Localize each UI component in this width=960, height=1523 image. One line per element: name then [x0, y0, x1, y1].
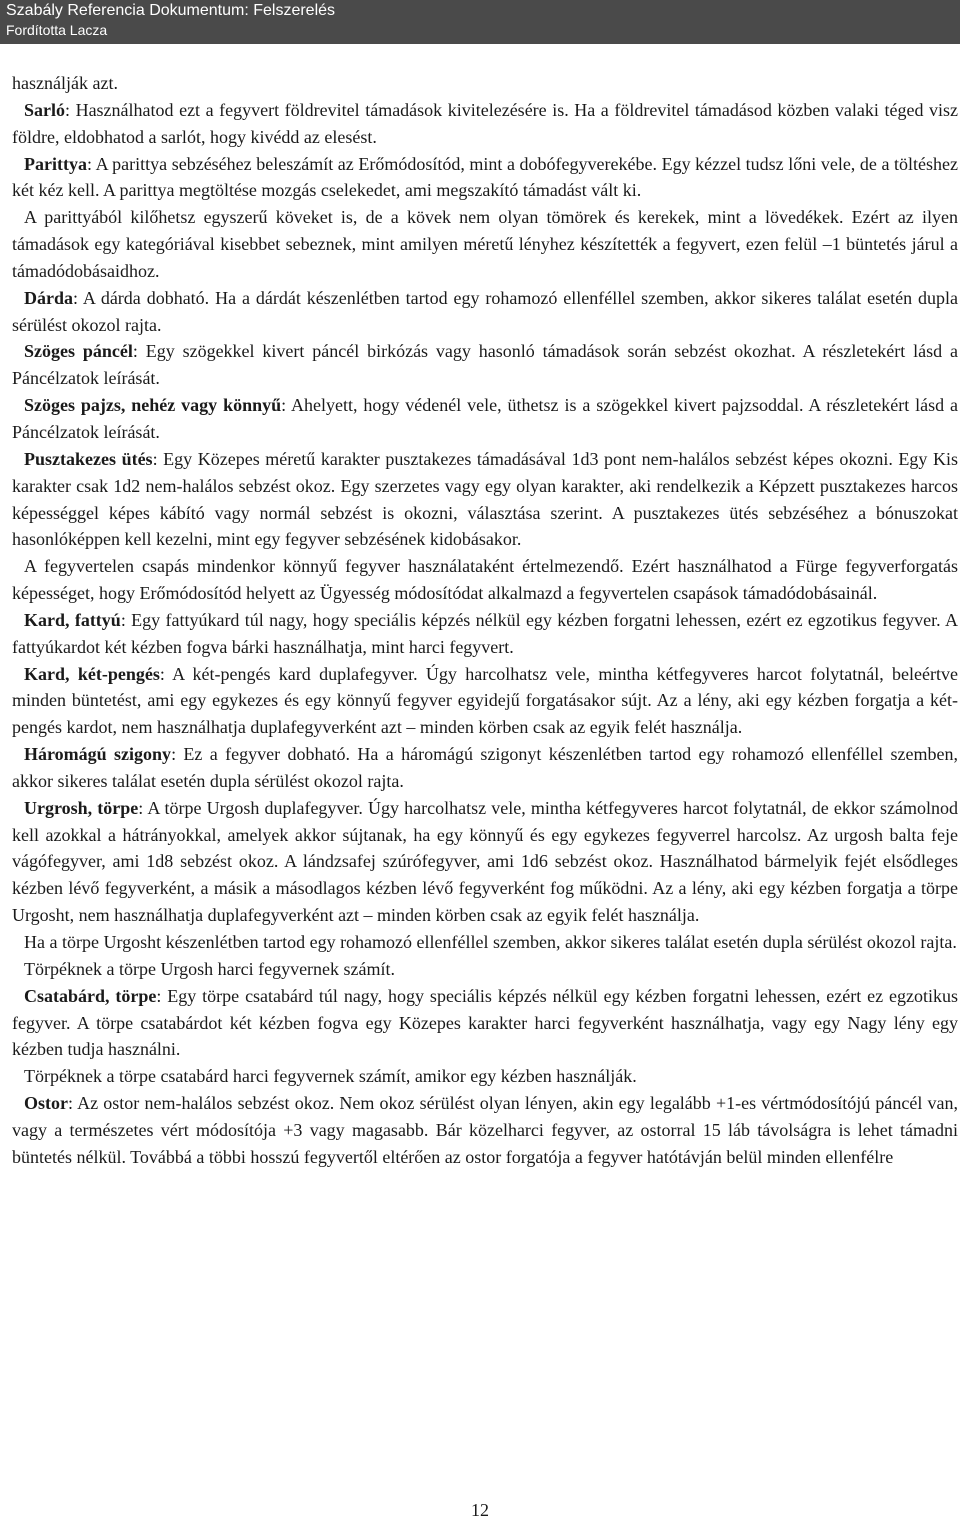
paragraph-text: használják azt. [12, 73, 118, 93]
paragraph [12, 1090, 958, 1171]
paragraph [12, 661, 958, 742]
paragraph-text: : Egy fattyúkard túl nagy, hogy speciális képzés nélkül egy kézben forgatni lehessen, ezért ez egzotikus fegyver. A fattyúkardot két kézben fogva bárki használhatja, mint harci fegyvert. [12, 609, 959, 657]
paragraph [12, 983, 958, 1064]
paragraph [12, 607, 958, 661]
paragraph-lead-term: Háromágú szigony [24, 744, 172, 765]
paragraph-text: : Ez a fegyver dobható. Ha a háromágú szigonyt készenlétben tartod egy rohamozó ellenféllel szemben, akkor sikeres találat esetén dupla sérülést okozol rajta. [12, 744, 958, 791]
paragraph-text: : A két-pengés kard duplafegyver. Úgy harcolhatsz vele, mintha kétfegyveres harcot folytatnál, beleértve minden büntetést, ami egy egykezes és egy könnyű fegyver egyidejű forgatásakor sújt. Az a lény, aki egy kézben forgatja a két-pengés kardot, nem használhatja duplafegyverként azt – minden körben csak az egyik felét használja. [12, 663, 958, 738]
header-title: Szabály Referencia Dokumentum: Felszerelés [6, 2, 336, 19]
paragraph [12, 795, 958, 929]
page-number: 12 [471, 1500, 489, 1520]
document-body [12, 70, 958, 1171]
paragraph-text: : Egy szögekkel kivert páncél birkózás vagy hasonló támadások során sebzést okozhat. A részletekért lásd a Páncélzatok leírását. [12, 341, 958, 389]
paragraph-lead-term: Csatabárd, törpe [24, 985, 157, 1006]
paragraph-lead-term: Szöges pajzs, nehéz vagy könnyű [24, 395, 282, 416]
paragraph-lead-term: Kard, két-pengés [24, 663, 160, 684]
paragraph-text: : A parittya sebzéséhez beleszámít az Erőmódosítód, mint a dobófegyverekébe. Egy kézzel tudsz lőni vele, de a töltéshez két kéz kell. A parittya megtöltése mozgás cselekedet, ami megszakító támadást vált ki. [12, 153, 958, 201]
paragraph-lead-term: Urgrosh, törpe [24, 797, 139, 818]
paragraph-lead-term: Szöges páncél [24, 341, 133, 362]
paragraph [12, 204, 958, 285]
paragraph [12, 741, 958, 795]
paragraph [12, 338, 958, 392]
paragraph [12, 151, 958, 205]
header-subtitle: Fordította Lacza [6, 22, 108, 38]
paragraph-lead-term: Parittya [24, 153, 87, 174]
paragraph-text: Törpéknek a törpe csatabárd harci fegyvernek számít, amikor egy kézben használják. [24, 1066, 637, 1087]
paragraph-text: : Egy törpe csatabárd túl nagy, hogy speciális képzés nélkül egy kézben forgatni lehessen, ezért ez egzotikus fegyver. A törpe csatabárdot két kézben fogva egy Közepes karakter harci fegyverként használhatja, vagy egy Nagy lény egy kézben tudja használni. [12, 985, 958, 1060]
document-header [0, 0, 960, 44]
paragraph [12, 97, 958, 151]
paragraph-text: : Egy Közepes méretű karakter pusztakezes támadásával 1d3 pont nem-halálos sebzést képes okozni. Egy Kis karakter csak 1d2 nem-halálos sebzést okoz. Egy szerzetes vagy egy olyan karakter, aki rendelkezik a Képzett pusztakezes harcos képességgel képes kábító vagy normál sebzést is okozni, választása szerint. A pusztakezes ütés sebzéséhez a bónuszokat hasonlóképpen kell kezelni, mint egy fegyver sebzésének kidobásakor. [12, 448, 958, 550]
paragraph [12, 285, 958, 339]
paragraph-text: : Használhatod ezt a fegyvert földrevitel támadások kivitelezésére is. Ha a földrevitel támadásod közben valaki téged visz földre, eldobhatod a sarlót, hogy kivédd az elesést. [12, 99, 958, 147]
paragraph [12, 553, 958, 607]
paragraph-text: : A törpe Urgosh duplafegyver. Úgy harcolhatsz vele, mintha kétfegyveres harcot folytatnál, de ekkor számolnod kell azokkal a hátrányokkal, amelyek akkor sújtanak, ha egy könnyű és egy egykezes fegyverrel harcolsz. Az urgosh balta feje vágófegyver, ami 1d8 sebzést okoz. A lándzsafej szúrófegyver, ami 1d6 sebzést okoz. Használhatod bármelyik fejét elsődleges kézben lévő fegyverként, a másik a másodlagos kézben lévő fegyverként fog működni. Az a lény, aki egy kézben forgatja a törpe Urgosht, nem használhatja duplafegyverként azt – minden körben csak az egyik felét használja. [12, 797, 958, 926]
paragraph-lead-term: Pusztakezes ütés [24, 448, 153, 469]
paragraph [12, 1063, 958, 1090]
paragraph [12, 70, 958, 97]
paragraph [12, 956, 958, 983]
paragraph-text: A fegyvertelen csapás mindenkor könnyű fegyver használataként értelmezendő. Ezért használhatod a Fürge fegyverforgatás képességet, hogy Erőmódosítód helyett az Ügyesség módosítódat alkalmazd a fegyvertelen csapások támadódobásainál. [12, 556, 958, 604]
paragraph-lead-term: Kard, fattyú [24, 609, 121, 630]
paragraph-lead-term: Dárda [24, 287, 73, 308]
paragraph [12, 392, 958, 446]
paragraph-text: Ha a törpe Urgosht készenlétben tartod egy rohamozó ellenféllel szemben, akkor sikeres találat esetén dupla sérülést okozol rajta. [24, 932, 957, 952]
paragraph-text: A parittyából kilőhetsz egyszerű köveket is, de a kövek nem olyan tömörek és kerekek, mint a lövedékek. Ezért az ilyen támadások egy kategóriával kisebbet sebeznek, mint amilyen méretű lényhez készítették a fegyvert, ezen felül –1 büntetés járul a támadódobásaidhoz. [12, 207, 958, 281]
paragraph-lead-term: Ostor [24, 1093, 68, 1114]
paragraph-lead-term: Sarló [24, 99, 66, 120]
paragraph-text: : Ahelyett, hogy védenél vele, üthetsz is a szögekkel kivert pajzsoddal. A részletekért lásd a Páncélzatok leírását. [12, 395, 958, 442]
paragraph [12, 929, 958, 956]
paragraph [12, 446, 958, 553]
paragraph-text: : Az ostor nem-halálos sebzést okoz. Nem okoz sérülést olyan lényen, akin egy legalább +1-es vértmódosítójú páncél van, vagy a természetes vért módosítója +3 vagy magasabb. Bár közelharci fegyver, az ostorral 15 láb távolságra is lehet támadni büntetés nélkül. Továbbá a többi hosszú fegyvertől eltérően az ostor forgatója a fegyver hatótávján belül minden ellenfélre [12, 1093, 958, 1167]
paragraph-text: : A dárda dobható. Ha a dárdát készenlétben tartod egy rohamozó ellenféllel szemben, akkor sikeres találat esetén dupla sérülést okozol rajta. [12, 287, 958, 335]
paragraph-text: Törpéknek a törpe Urgosh harci fegyvernek számít. [24, 958, 396, 979]
